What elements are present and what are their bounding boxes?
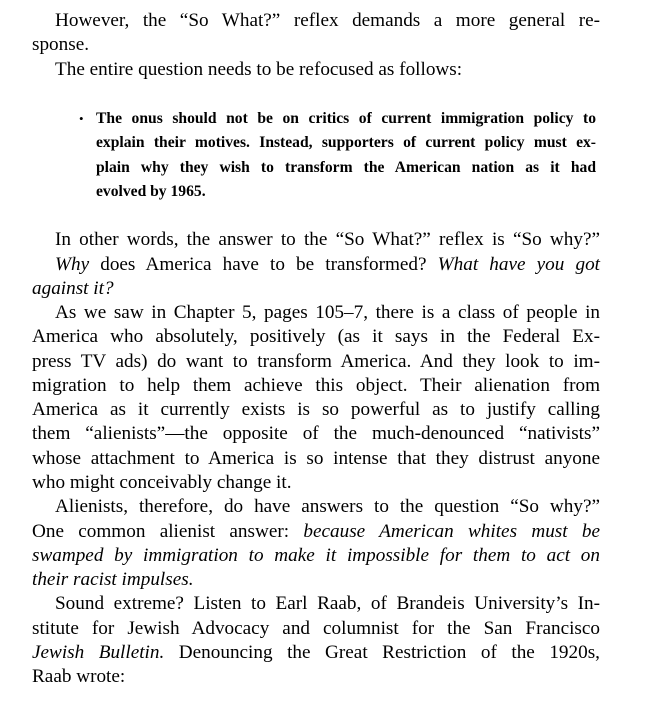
text-run: Denouncing the Great Restriction of the 1920s,: [164, 642, 600, 663]
text-run: does America have to be transformed?: [89, 254, 438, 275]
paragraph-line: press TV ads) do want to transform America. And they look to im-: [32, 351, 600, 372]
paragraph-line: whose attachment to America is so intense that they distrust anyone: [32, 448, 600, 469]
paragraph-line: Sound extreme? Listen to Earl Raab, of Brandeis University’s In-: [55, 593, 600, 614]
paragraph-line: However, the “So What?” reflex demands a more general re-: [55, 10, 600, 31]
paragraph-line: stitute for Jewish Advocacy and columnist for the San Francisco: [32, 618, 600, 639]
quote-line: explain their motives. Instead, supporters of current policy must ex-: [96, 134, 596, 151]
paragraph-line: Alienists, therefore, do have answers to the question “So why?”: [55, 496, 600, 517]
paragraph-line: against it?: [32, 278, 114, 299]
paragraph-line: who might conceivably change it.: [32, 472, 292, 493]
emphasis: Jewish Bulletin.: [32, 642, 165, 663]
paragraph-line: [32, 520, 600, 544]
paragraph-line: In other words, the answer to the “So What?” reflex is “So why?”: [55, 229, 600, 250]
paragraph-line: As we saw in Chapter 5, pages 105–7, there is a class of people in: [55, 302, 600, 323]
paragraph-line: sponse.: [32, 34, 90, 55]
paragraph-line: swamped by immigration to make it impossible for them to act on: [32, 545, 600, 566]
paragraph-line: Raab wrote:: [32, 666, 126, 687]
quote-line: The onus should not be on critics of current immigration policy to: [96, 110, 596, 127]
quote-line: plain why they wish to transform the American nation as it had: [96, 159, 596, 176]
paragraph-line: [32, 641, 600, 665]
emphasis: Why: [55, 254, 90, 275]
emphasis: What have you got: [437, 254, 600, 275]
paragraph-line: The entire question needs to be refocused as follows:: [55, 59, 463, 80]
paragraph-line: their racist impulses.: [32, 569, 194, 590]
quote-line: evolved by 1965.: [96, 183, 206, 200]
paragraph-line: them “alienists”—the opposite of the much-denounced “nativists”: [32, 423, 600, 444]
emphasis: because American whites must be: [303, 521, 600, 542]
paragraph-line: America who absolutely, positively (as it says in the Federal Ex-: [32, 326, 600, 347]
paragraph-line: [55, 253, 600, 277]
text-run: One common alienist answer:: [32, 521, 304, 542]
paragraph-line: America as it currently exists is so powerful as to justify calling: [32, 399, 600, 420]
paragraph-line: migration to help them achieve this object. Their alienation from: [32, 375, 600, 396]
bullet-point: •: [79, 111, 84, 126]
